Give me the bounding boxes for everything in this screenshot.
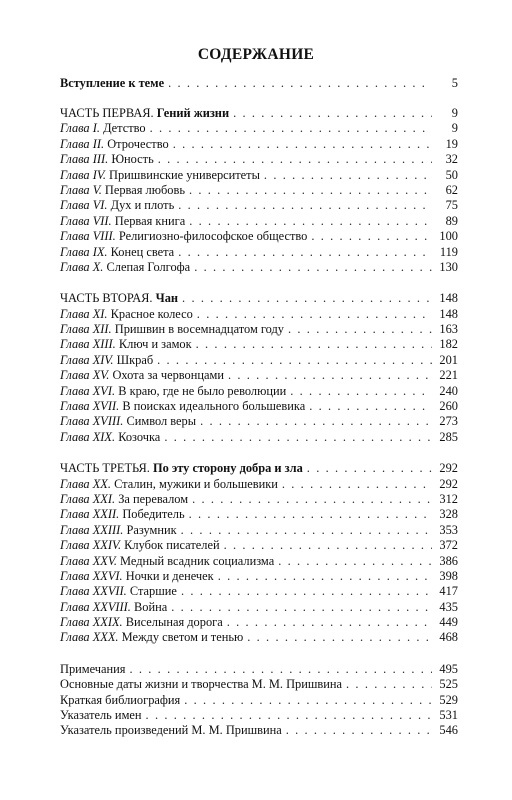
chapter-list bbox=[60, 477, 458, 646]
dot-leader bbox=[264, 168, 432, 183]
toc-chapter-row bbox=[60, 584, 458, 599]
chapter-title: Пришвин в восемнадцатом году bbox=[114, 322, 285, 337]
part-name: По эту сторону добра и зла bbox=[152, 461, 303, 476]
dot-leader bbox=[164, 430, 432, 445]
page-number: 130 bbox=[439, 259, 458, 274]
dot-leader bbox=[150, 121, 432, 136]
dot-leader bbox=[196, 337, 432, 352]
page-number: 292 bbox=[439, 461, 458, 476]
appendix-label: Основные даты жизни и творчества М. М. Пришвина bbox=[60, 677, 343, 692]
page-number: 546 bbox=[439, 723, 458, 738]
toc-chapter-row bbox=[60, 368, 458, 383]
chapter-number: Глава XXVI. bbox=[60, 568, 123, 583]
page-number: 32 bbox=[445, 152, 458, 167]
page-number: 386 bbox=[439, 553, 458, 568]
chapter-number: Глава XXI. bbox=[60, 491, 116, 506]
toc-chapter-row bbox=[60, 554, 458, 569]
chapter-title: Победитель bbox=[122, 507, 185, 522]
chapter-title: В краю, где не было революции bbox=[118, 383, 287, 398]
part-prefix: ЧАСТЬ ТРЕТЬЯ. bbox=[60, 461, 150, 476]
chapter-title: Медный всадник социализма bbox=[120, 553, 275, 568]
page-number: 19 bbox=[445, 136, 458, 151]
page-number: 182 bbox=[439, 337, 458, 352]
dot-leader bbox=[178, 198, 432, 213]
chapter-number: Глава XXVII. bbox=[60, 584, 127, 599]
toc-chapter-row bbox=[60, 322, 458, 337]
toc-appendix-row bbox=[60, 723, 458, 738]
toc-chapter-row bbox=[60, 414, 458, 429]
toc-intro-label: Вступление к теме bbox=[60, 76, 165, 90]
dot-leader bbox=[309, 399, 432, 414]
page-title: СОДЕРЖАНИЕ bbox=[197, 46, 315, 63]
toc-chapter-row bbox=[60, 260, 458, 275]
page-number: 353 bbox=[439, 522, 458, 537]
toc-chapter-row bbox=[60, 121, 458, 136]
chapter-title: Первая книга bbox=[114, 213, 186, 228]
page-number: 240 bbox=[439, 383, 458, 398]
toc-chapter-row bbox=[60, 183, 458, 198]
dot-leader bbox=[290, 384, 432, 399]
dot-leader bbox=[189, 183, 432, 198]
dot-leader bbox=[168, 76, 432, 91]
spacer bbox=[60, 275, 458, 291]
toc-appendix-row bbox=[60, 708, 458, 723]
toc-chapter-row bbox=[60, 507, 458, 522]
toc-appendix-row bbox=[60, 693, 458, 708]
page-number: 529 bbox=[439, 692, 458, 707]
part-heading-row bbox=[60, 291, 458, 306]
part-heading-row bbox=[60, 461, 458, 476]
page-number: 75 bbox=[445, 198, 458, 213]
toc-chapter-row bbox=[60, 245, 458, 260]
toc-chapter-row bbox=[60, 523, 458, 538]
toc-appendix bbox=[60, 662, 458, 739]
toc-chapter-row bbox=[60, 137, 458, 152]
dot-leader bbox=[194, 260, 432, 275]
part-name: Гений жизни bbox=[156, 105, 230, 120]
toc-chapter-row bbox=[60, 430, 458, 445]
chapter-number: Глава I. bbox=[60, 121, 100, 136]
page-number: 525 bbox=[439, 677, 458, 692]
appendix-label: Краткая библиография bbox=[60, 692, 181, 707]
dot-leader bbox=[130, 662, 433, 677]
chapter-title: Слепая Голгофа bbox=[106, 259, 191, 274]
part-name: Чан bbox=[155, 291, 179, 306]
dot-leader bbox=[288, 322, 432, 337]
chapter-title: За перевалом bbox=[118, 491, 189, 506]
chapter-title: Конец света bbox=[110, 244, 175, 259]
page-number: 62 bbox=[445, 182, 458, 197]
page-number: 119 bbox=[439, 244, 458, 259]
page-number: 449 bbox=[439, 615, 458, 630]
chapter-number: Глава XXV. bbox=[60, 553, 117, 568]
chapter-list bbox=[60, 121, 458, 275]
dot-leader bbox=[189, 507, 432, 522]
toc-chapter-row bbox=[60, 214, 458, 229]
dot-leader bbox=[158, 152, 432, 167]
chapter-title: Первая любовь bbox=[104, 182, 185, 197]
toc-chapter-row bbox=[60, 152, 458, 167]
page-number: 100 bbox=[439, 229, 458, 244]
chapter-number: Глава XIV. bbox=[60, 352, 114, 367]
toc-chapter-row bbox=[60, 477, 458, 492]
dot-leader bbox=[189, 214, 432, 229]
dot-leader bbox=[307, 461, 432, 476]
chapter-title: Козочка bbox=[118, 429, 161, 444]
chapter-title: Символ веры bbox=[126, 414, 197, 429]
chapter-title: Охота за червонцами bbox=[112, 368, 224, 383]
page-number: 5 bbox=[451, 76, 458, 90]
dot-leader bbox=[184, 693, 432, 708]
dot-leader bbox=[282, 477, 432, 492]
chapter-title: Сталин, мужики и большевики bbox=[114, 476, 278, 491]
chapter-number: Глава V. bbox=[60, 182, 102, 197]
toc-appendix-row bbox=[60, 662, 458, 677]
toc-chapter-row bbox=[60, 538, 458, 553]
page-number: 531 bbox=[439, 708, 458, 723]
chapter-number: Глава X. bbox=[60, 259, 104, 274]
chapter-title: Дух и плоть bbox=[110, 198, 175, 213]
part-prefix: ЧАСТЬ ВТОРАЯ. bbox=[60, 291, 153, 306]
chapter-number: Глава IX. bbox=[60, 244, 108, 259]
dot-leader bbox=[247, 630, 432, 645]
dot-leader bbox=[227, 615, 432, 630]
dot-leader bbox=[181, 523, 432, 538]
table-of-contents bbox=[60, 76, 458, 739]
toc-chapter-row bbox=[60, 353, 458, 368]
chapter-number: Глава XXVIII. bbox=[60, 599, 131, 614]
page-number: 468 bbox=[439, 630, 458, 645]
toc-part-2 bbox=[60, 291, 458, 445]
dot-leader bbox=[173, 137, 432, 152]
page-number: 148 bbox=[439, 306, 458, 321]
page-number: 163 bbox=[439, 322, 458, 337]
chapter-title: Пришвинские университеты bbox=[109, 167, 260, 182]
chapter-number: Глава VII. bbox=[60, 213, 112, 228]
chapter-title: Шкраб bbox=[116, 352, 154, 367]
dot-leader bbox=[228, 368, 432, 383]
dot-leader bbox=[146, 708, 432, 723]
page-number: 435 bbox=[439, 599, 458, 614]
chapter-number: Глава XXIV. bbox=[60, 538, 122, 553]
toc-chapter-row bbox=[60, 307, 458, 322]
page-number: 89 bbox=[445, 213, 458, 228]
appendix-label: Указатель имен bbox=[60, 708, 142, 723]
chapter-title: Красное колесо bbox=[110, 306, 193, 321]
chapter-title: Война bbox=[134, 599, 168, 614]
page-number: 9 bbox=[451, 121, 458, 136]
dot-leader bbox=[218, 569, 432, 584]
dot-leader bbox=[286, 723, 432, 738]
chapter-number: Глава XVI. bbox=[60, 383, 116, 398]
part-prefix: ЧАСТЬ ПЕРВАЯ. bbox=[60, 105, 154, 120]
page-number: 398 bbox=[439, 568, 458, 583]
toc-chapter-row bbox=[60, 168, 458, 183]
page-number: 221 bbox=[439, 368, 458, 383]
chapter-number: Глава III. bbox=[60, 152, 109, 167]
chapter-number: Глава II. bbox=[60, 136, 105, 151]
toc-part-3 bbox=[60, 461, 458, 646]
appendix-label: Примечания bbox=[60, 661, 126, 676]
toc-chapter-row bbox=[60, 198, 458, 213]
chapter-title: Старшие bbox=[129, 584, 177, 599]
chapter-number: Глава XXIII. bbox=[60, 522, 124, 537]
chapter-title: Детство bbox=[103, 121, 146, 136]
toc-chapter-row bbox=[60, 384, 458, 399]
page-number: 372 bbox=[439, 538, 458, 553]
toc-chapter-row bbox=[60, 399, 458, 414]
chapter-title: Юность bbox=[111, 152, 154, 167]
chapter-title: Клубок писателей bbox=[124, 538, 220, 553]
dot-leader bbox=[171, 600, 432, 615]
dot-leader bbox=[192, 492, 432, 507]
toc-chapter-row bbox=[60, 615, 458, 630]
dot-leader bbox=[346, 677, 432, 692]
chapter-number: Глава XVII. bbox=[60, 399, 120, 414]
chapter-title: Отрочество bbox=[107, 136, 169, 151]
chapter-title: Ночки и денечек bbox=[125, 568, 214, 583]
chapter-title: Виселыная дорога bbox=[125, 615, 223, 630]
page-number: 495 bbox=[439, 661, 458, 676]
dot-leader bbox=[178, 245, 432, 260]
chapter-title: Разумник bbox=[126, 522, 177, 537]
chapter-number: Глава XIII. bbox=[60, 337, 116, 352]
appendix-label: Указатель произведений М. М. Пришвина bbox=[60, 723, 282, 738]
page-number: 260 bbox=[439, 399, 458, 414]
dot-leader bbox=[224, 538, 432, 553]
spacer bbox=[60, 445, 458, 461]
dot-leader bbox=[278, 554, 432, 569]
spacer bbox=[60, 91, 458, 106]
chapter-number: Глава XI. bbox=[60, 306, 108, 321]
part-heading-row bbox=[60, 106, 458, 121]
page-number: 273 bbox=[439, 414, 458, 429]
chapter-number: Глава XXII. bbox=[60, 507, 120, 522]
page-number: 201 bbox=[439, 352, 458, 367]
toc-chapter-row bbox=[60, 600, 458, 615]
dot-leader bbox=[311, 229, 432, 244]
dot-leader bbox=[157, 353, 432, 368]
toc-intro-row bbox=[60, 76, 458, 91]
chapter-title: Религиозно-философское общество bbox=[118, 229, 308, 244]
dot-leader bbox=[200, 414, 432, 429]
dot-leader bbox=[182, 291, 432, 306]
chapter-title: Между светом и тенью bbox=[121, 630, 244, 645]
spacer bbox=[60, 646, 458, 662]
dot-leader bbox=[233, 106, 432, 121]
chapter-number: Глава XXX. bbox=[60, 630, 119, 645]
chapter-list bbox=[60, 307, 458, 446]
chapter-title: В поисках идеального большевика bbox=[122, 399, 306, 414]
chapter-number: Глава VI. bbox=[60, 198, 108, 213]
dot-leader bbox=[181, 584, 432, 599]
chapter-number: Глава IV. bbox=[60, 167, 106, 182]
toc-part-1 bbox=[60, 106, 458, 275]
chapter-number: Глава XV. bbox=[60, 368, 110, 383]
toc-chapter-row bbox=[60, 337, 458, 352]
page-number: 417 bbox=[439, 584, 458, 599]
page-number: 50 bbox=[445, 167, 458, 182]
chapter-number: Глава VIII. bbox=[60, 229, 116, 244]
toc-chapter-row bbox=[60, 630, 458, 645]
toc-chapter-row bbox=[60, 492, 458, 507]
page-number: 9 bbox=[451, 105, 458, 120]
chapter-number: Глава XVIII. bbox=[60, 414, 124, 429]
chapter-number: Глава XXIX. bbox=[60, 615, 123, 630]
chapter-number: Глава XIX. bbox=[60, 429, 116, 444]
page-number: 312 bbox=[439, 491, 458, 506]
dot-leader bbox=[197, 307, 432, 322]
page-number: 292 bbox=[439, 476, 458, 491]
page-number: 285 bbox=[439, 429, 458, 444]
chapter-title: Ключ и замок bbox=[118, 337, 192, 352]
toc-chapter-row bbox=[60, 229, 458, 244]
page-number: 148 bbox=[439, 291, 458, 306]
page-number: 328 bbox=[439, 507, 458, 522]
toc-chapter-row bbox=[60, 569, 458, 584]
chapter-number: Глава XX. bbox=[60, 476, 111, 491]
chapter-number: Глава XII. bbox=[60, 322, 112, 337]
toc-appendix-row bbox=[60, 677, 458, 692]
